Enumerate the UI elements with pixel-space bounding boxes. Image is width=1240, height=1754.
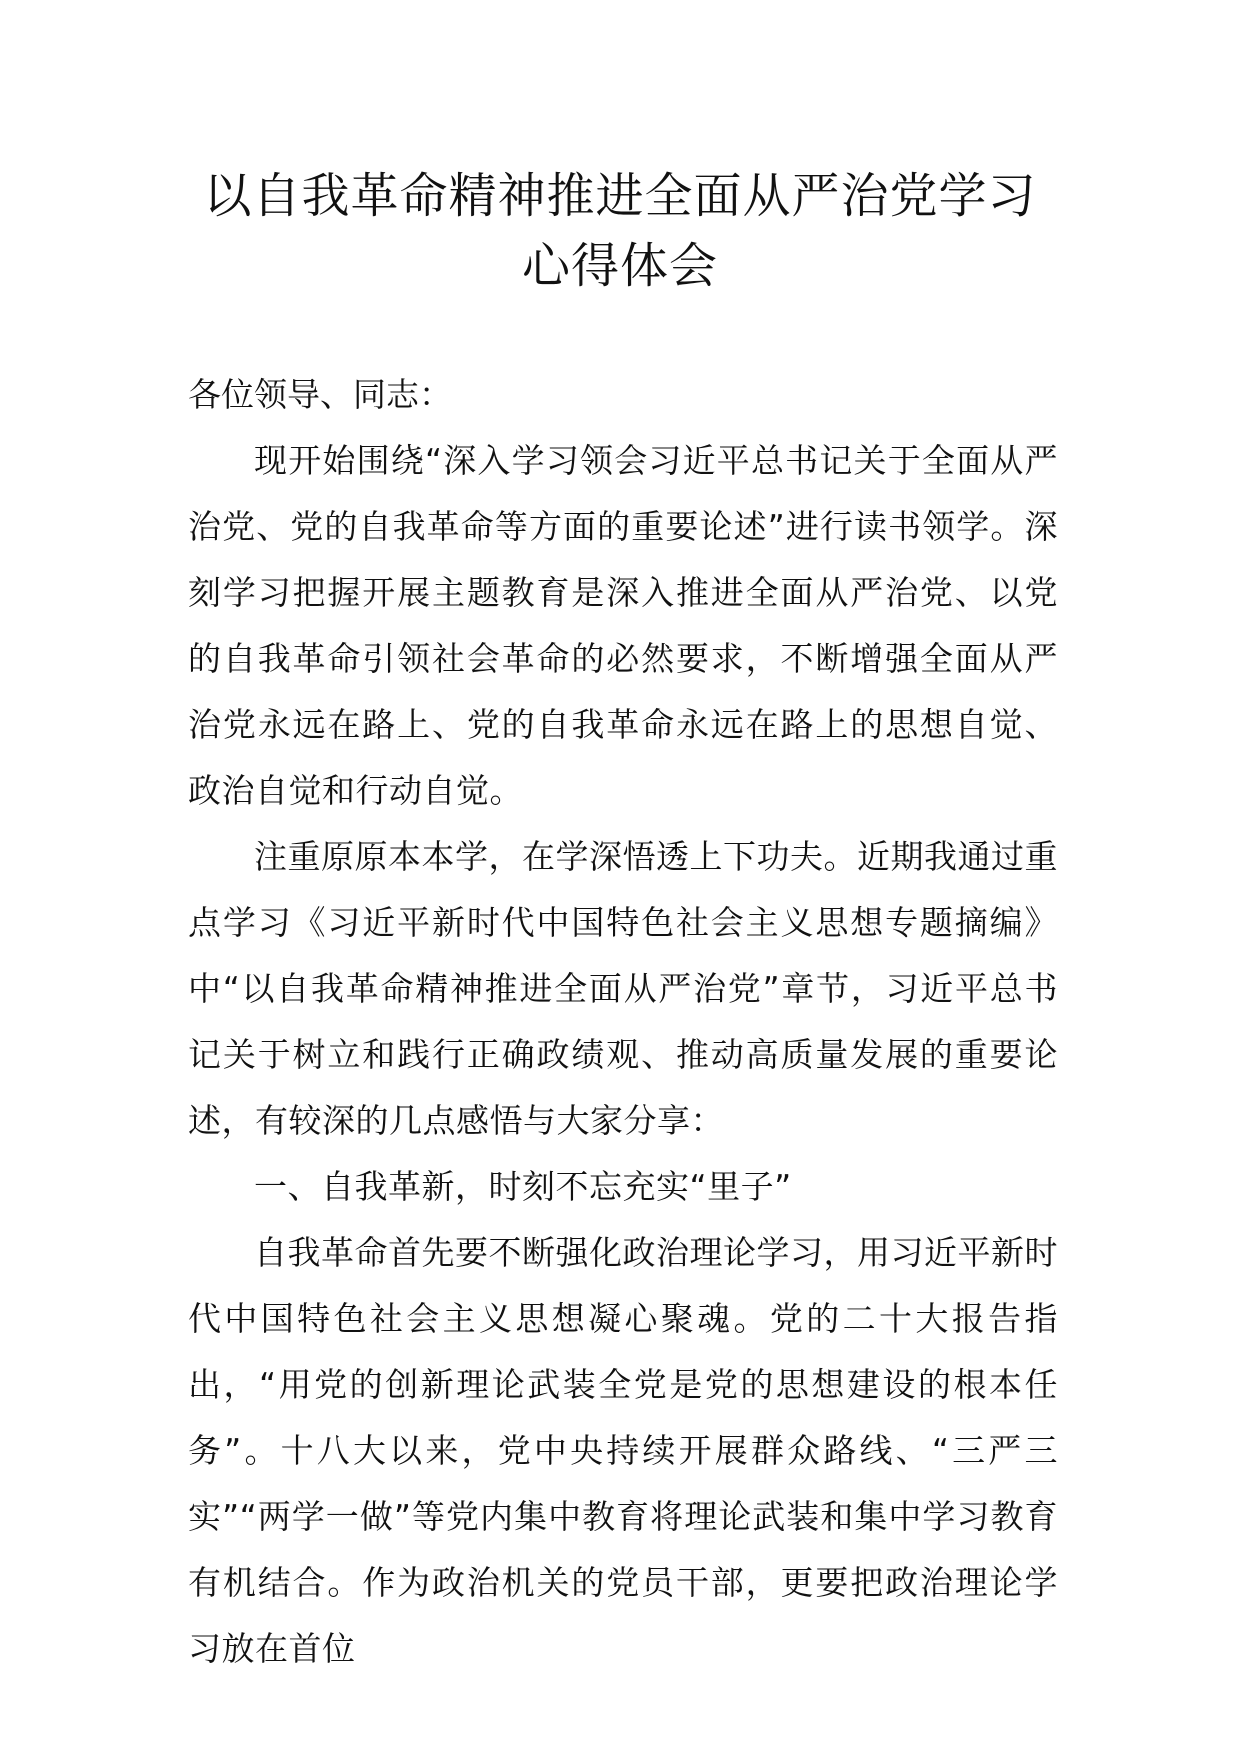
document-title-line1: 以自我革命精神推进全面从严治党学习 — [203, 168, 1037, 224]
paragraph-study: 注重原原本本学，在学深悟透上下功夫。近期我通过重点学习《习近平新时代中国特色社会主义思想专题摘编》中“以自我革命精神推进全面从严治党”章节，习近平总书记关于树立和践行正确政绩观、推动高质量发展的重要论述，有较深的几点感悟与大家分享： — [188, 837, 1058, 1140]
paragraph-section-1: 自我革命首先要不断强化政治理论学习，用习近平新时代中国特色社会主义思想凝心聚魂。党的二十大报告指出，“用党的创新理论武装全党是党的思想建设的根本任务”。十八大以来，党中央持续开展群众路线、“三严三实”“两学一做”等党内集中教育将理论武装和集中学习教育有机结合。作为政治机关的党员干部，更要把政治理论学习放在首位 — [188, 1233, 1058, 1668]
section-heading-1: 一、自我革新，时刻不忘充实“里子” — [254, 1167, 792, 1206]
salutation: 各位领导、同志： — [188, 375, 452, 414]
document-title-line2: 心得体会 — [521, 238, 718, 294]
paragraph-intro: 现开始围绕“深入学习领会习近平总书记关于全面从严治党、党的自我革命等方面的重要论述”进行读书领学。深刻学习把握开展主题教育是深入推进全面从严治党、以党的自我革命引领社会革命的必然要求，不断增强全面从严治党永远在路上、党的自我革命永远在路上的思想自觉、政治自觉和行动自觉。 — [188, 441, 1058, 810]
document-body — [188, 428, 1058, 1682]
